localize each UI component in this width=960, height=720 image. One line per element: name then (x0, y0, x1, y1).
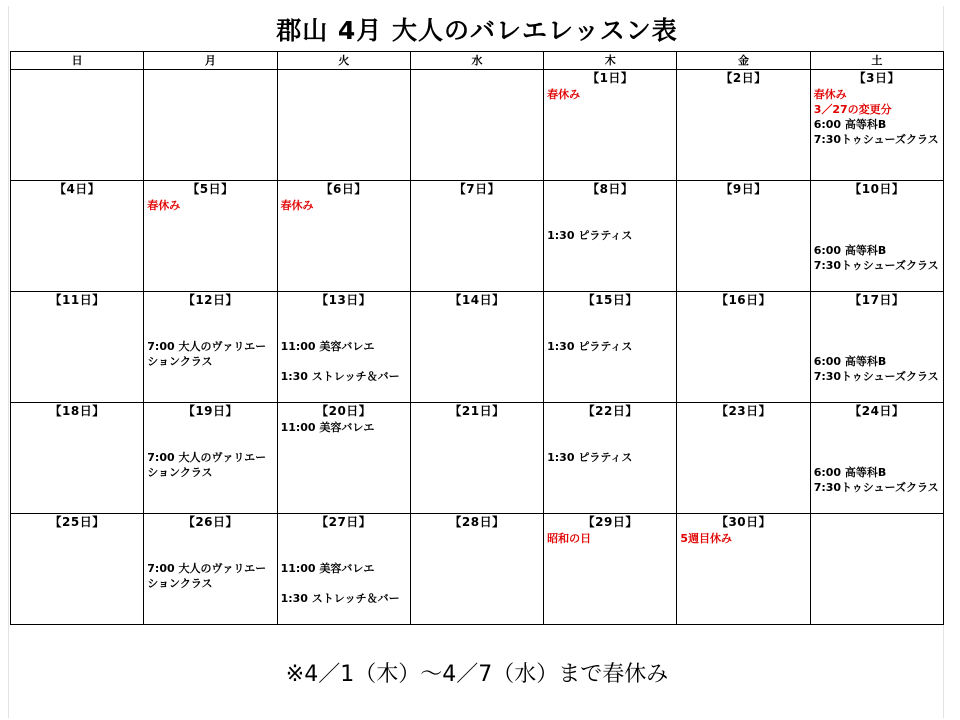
day-cell-thu (544, 70, 677, 181)
lesson-entry: 11:00 美容バレエ (280, 340, 375, 353)
day-number: 【27日】 (316, 515, 372, 529)
day-cell-thu (544, 403, 677, 514)
holiday-note: 春休み (547, 88, 581, 101)
day-number: 【10日】 (849, 182, 905, 196)
lesson-entry: 1:30 ストレッチ＆バー (280, 592, 400, 605)
day-cell-thu (544, 181, 677, 292)
week-row (11, 292, 944, 403)
day-cell-tue (277, 403, 410, 514)
lesson-entry: 6:00 高等科B (813, 118, 887, 131)
lesson-entry: 7:30トゥシューズクラス (813, 133, 939, 146)
day-cell-sat (810, 292, 943, 403)
day-cell-wed (410, 181, 543, 292)
lesson-entry: 6:00 高等科B (813, 355, 887, 368)
day-number: 【18日】 (49, 404, 105, 418)
day-cell-sun (11, 292, 144, 403)
weekday-fri: 金 (677, 52, 810, 70)
weekday-sun: 日 (11, 52, 144, 70)
day-cell-mon (144, 514, 277, 625)
day-cell-sat (810, 70, 943, 181)
day-number (144, 70, 276, 87)
day-cell-sat (810, 514, 943, 625)
day-cell-wed (410, 70, 543, 181)
day-number: 【14日】 (449, 293, 505, 307)
day-cell-tue (277, 70, 410, 181)
day-cell-sun (11, 514, 144, 625)
lesson-entry: 1:30 ストレッチ＆バー (280, 370, 400, 383)
day-cell-sat (810, 181, 943, 292)
day-number: 【4日】 (53, 182, 101, 196)
day-cell-fri (677, 403, 810, 514)
lesson-entry: 7:00 大人のヴァリエーションクラス (147, 562, 267, 590)
day-cell-mon (144, 292, 277, 403)
day-cell-tue (277, 181, 410, 292)
weekday-header-row (11, 52, 944, 70)
day-cell-fri (677, 70, 810, 181)
day-cell-thu (544, 514, 677, 625)
day-cell-wed (410, 292, 543, 403)
day-cell-fri (677, 292, 810, 403)
day-cell-wed (410, 514, 543, 625)
day-number: 【3日】 (853, 71, 901, 85)
lesson-entry: 11:00 美容バレエ (280, 421, 375, 434)
day-number: 【26日】 (182, 515, 239, 529)
week-row (11, 70, 944, 181)
day-cell-thu (544, 292, 677, 403)
lesson-entry: 11:00 美容バレエ (280, 562, 375, 575)
day-cell-sun (11, 70, 144, 181)
lesson-entry: 6:00 高等科B (813, 466, 887, 479)
day-number (811, 514, 943, 531)
day-number: 【5日】 (187, 182, 234, 196)
holiday-note: 春休み (813, 88, 847, 101)
lesson-entry: 7:00 大人のヴァリエーションクラス (147, 340, 267, 368)
weekday-mon: 月 (144, 52, 277, 70)
day-cell-sun (11, 181, 144, 292)
day-number: 【16日】 (715, 293, 772, 307)
week-row (11, 403, 944, 514)
weekday-wed: 水 (410, 52, 543, 70)
day-number: 【24日】 (849, 404, 905, 418)
weekday-thu: 木 (544, 52, 677, 70)
day-cell-tue (277, 292, 410, 403)
calendar-table (10, 51, 944, 625)
lesson-entry: 1:30 ピラティス (547, 229, 633, 242)
lesson-entry: 1:30 ピラティス (547, 340, 633, 353)
day-number: 【19日】 (182, 404, 239, 418)
lesson-entry: 7:30トゥシューズクラス (813, 481, 939, 494)
day-number: 【20日】 (316, 404, 372, 418)
lesson-entry: 7:00 大人のヴァリエーションクラス (147, 451, 267, 479)
lesson-entry: 6:00 高等科B (813, 244, 887, 257)
day-number: 【6日】 (320, 182, 367, 196)
day-number (278, 70, 410, 87)
day-cell-sat (810, 403, 943, 514)
page-title: 郡山 4月 大人のバレエレッスン表 (276, 16, 678, 45)
day-number: 【28日】 (449, 515, 505, 529)
day-cell-sun (11, 403, 144, 514)
lesson-entry: 7:30トゥシューズクラス (813, 370, 939, 383)
day-number: 【8日】 (587, 182, 634, 196)
day-number (411, 70, 543, 87)
lesson-entry: 7:30トゥシューズクラス (813, 259, 939, 272)
spring-break-note: ※4／1（木）～4／7（水）まで春休み (285, 662, 669, 687)
day-number: 【15日】 (582, 293, 638, 307)
day-cell-mon (144, 181, 277, 292)
day-number: 【17日】 (849, 293, 905, 307)
week-row (11, 514, 944, 625)
holiday-note: 3／27の変更分 (813, 103, 892, 116)
day-number: 【7日】 (453, 182, 501, 196)
holiday-note: 昭和の日 (547, 532, 592, 545)
day-number: 【9日】 (720, 182, 767, 196)
weekday-tue: 火 (277, 52, 410, 70)
week-row (11, 181, 944, 292)
lesson-entry: 1:30 ピラティス (547, 451, 633, 464)
day-number: 【25日】 (49, 515, 105, 529)
day-number: 【13日】 (316, 293, 372, 307)
day-number: 【2日】 (720, 71, 767, 85)
holiday-note: 春休み (280, 199, 314, 212)
day-cell-wed (410, 403, 543, 514)
day-cell-fri (677, 181, 810, 292)
day-number (11, 70, 143, 87)
day-cell-tue (277, 514, 410, 625)
day-number: 【11日】 (49, 293, 105, 307)
day-number: 【12日】 (182, 293, 239, 307)
day-cell-mon (144, 403, 277, 514)
day-number: 【22日】 (582, 404, 638, 418)
holiday-note: 5週目休み (680, 532, 733, 545)
day-number: 【29日】 (582, 515, 638, 529)
holiday-note: 春休み (147, 199, 181, 212)
day-cell-mon (144, 70, 277, 181)
day-cell-fri (677, 514, 810, 625)
day-number: 【30日】 (715, 515, 772, 529)
day-number: 【21日】 (449, 404, 505, 418)
day-number: 【1日】 (587, 71, 634, 85)
weekday-sat: 土 (810, 52, 943, 70)
day-number: 【23日】 (715, 404, 772, 418)
